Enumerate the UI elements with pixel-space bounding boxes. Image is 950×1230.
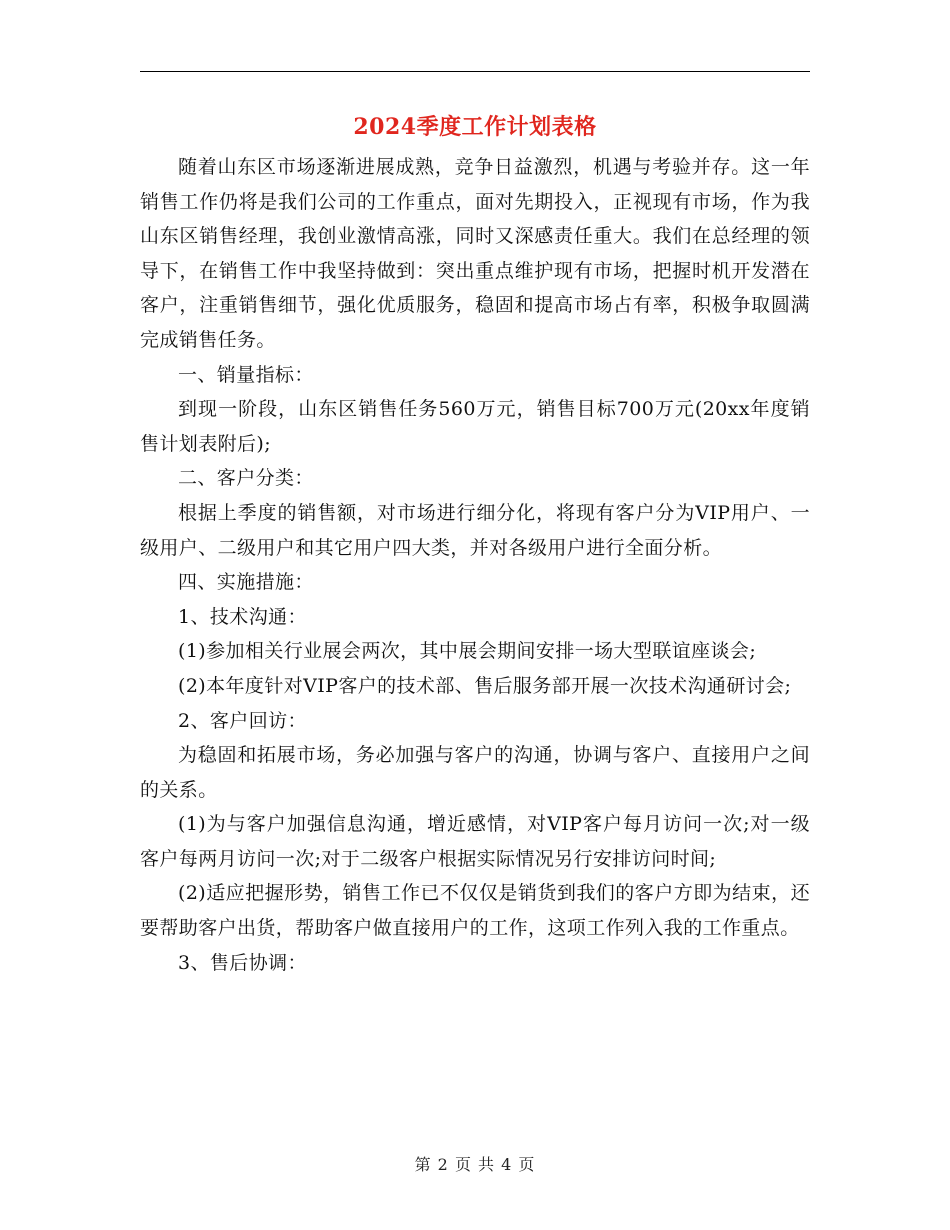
- paragraph-sell-through: (2)适应把握形势，销售工作已不仅仅是销货到我们的客户方即为结束，还要帮助客户出货，帮助客户做直接用户的工作，这项工作列入我的工作重点。: [140, 882, 810, 940]
- heading-customer-visits: 2、客户回访：: [178, 709, 307, 732]
- paragraph-sales-target: 到现一阶段，山东区销售任务560万元，销售目标700万元(20xx年度销售计划表附后);: [140, 398, 810, 455]
- heading-sales-target: 一、销量指标：: [178, 363, 314, 386]
- paragraph-seminar: (2)本年度针对VIP客户的技术部、售后服务部开展一次技术沟通研讨会;: [178, 674, 792, 697]
- header-rule: [140, 71, 810, 72]
- heading-implementation: 四、实施措施：: [178, 571, 314, 594]
- page-number-footer: 第 2 页 共 4 页: [414, 1155, 536, 1174]
- document-title: 2024季度工作计划表格: [353, 114, 597, 140]
- heading-after-sales: 3、售后协调：: [178, 951, 307, 974]
- heading-customer-classification: 二、客户分类：: [178, 467, 314, 490]
- paragraph-intro: 随着山东区市场逐渐进展成熟，竞争日益激烈，机遇与考验并存。这一年销售工作仍将是我们公司的工作重点，面对先期投入，正视现有市场，作为我山东区销售经理，我创业激情高涨，同时又深感责任重大。我们在总经理的领导下，在销售工作中我坚持做到：突出重点维护现有市场，把握时机开发潜在客户，注重销售细节，强化优质服务，稳固和提高市场占有率，积极争取圆满完成销售任务。: [140, 156, 810, 351]
- paragraph-trade-show: (1)参加相关行业展会两次，其中展会期间安排一场大型联谊座谈会;: [178, 640, 757, 663]
- paragraph-customer-visits: 为稳固和拓展市场，务必加强与客户的沟通，协调与客户、直接用户之间的关系。: [140, 744, 810, 801]
- paragraph-customer-classification: 根据上季度的销售额，对市场进行细分化，将现有客户分为VIP用户、一级用户、二级用户和其它用户四大类，并对各级用户进行全面分析。: [140, 501, 810, 559]
- paragraph-visit-frequency: (1)为与客户加强信息沟通，增近感情，对VIP客户每月访问一次;对一级客户每两月访问一次;对于二级客户根据实际情况另行安排访问时间;: [140, 813, 810, 870]
- heading-technical-communication: 1、技术沟通：: [178, 605, 307, 628]
- document-body: [140, 150, 810, 980]
